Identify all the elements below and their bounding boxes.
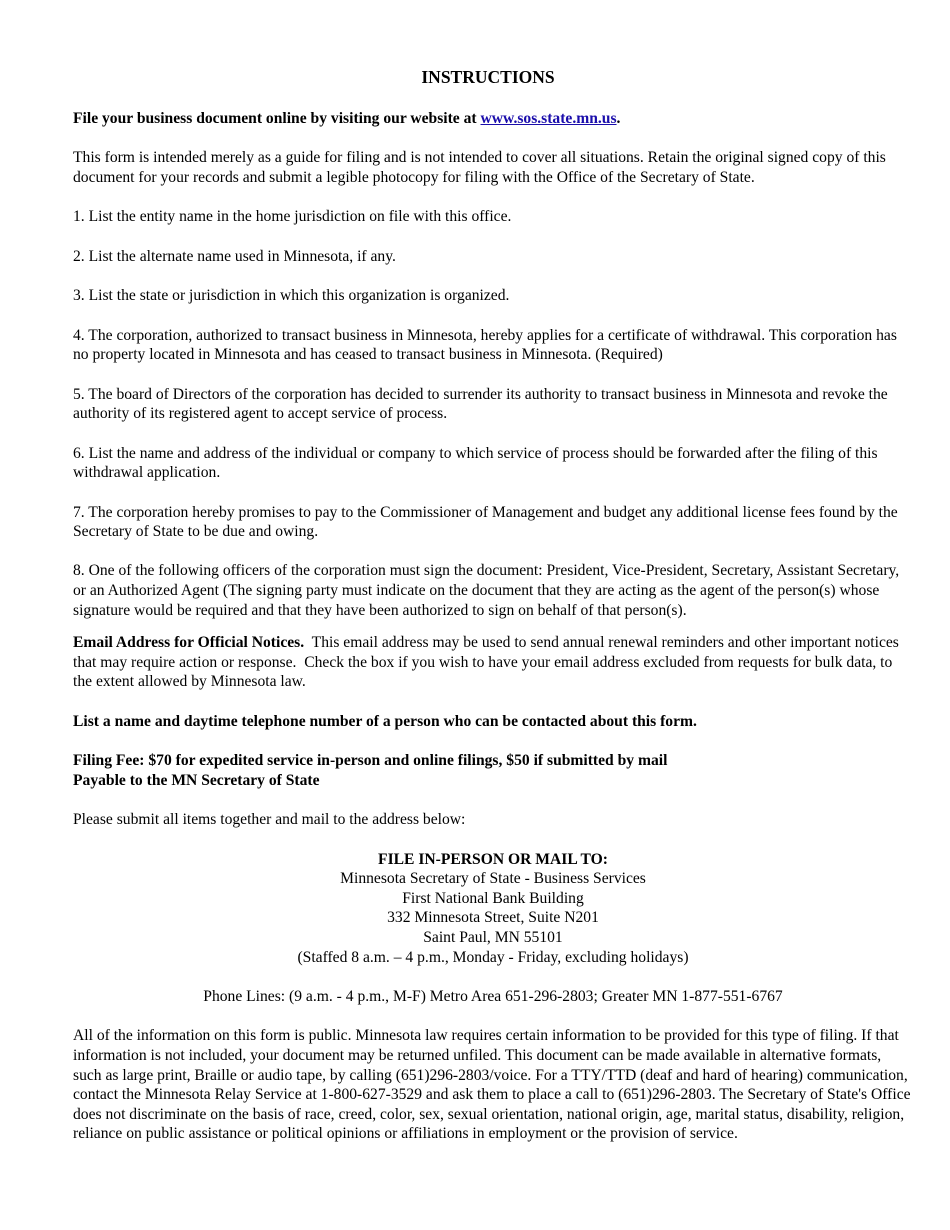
instruction-item-4: 4. The corporation, authorized to transact business in Minnesota, hereby applies for a certificate of withdrawal. This corporation has no property located in Minnesota and has ceased to transact business in Minnesota. (Required) bbox=[73, 326, 897, 364]
online-filing-prefix: File your business document online by visiting our website at bbox=[73, 110, 481, 127]
instruction-item-1: 1. List the entity name in the home jurisdiction on file with this office. bbox=[73, 208, 512, 226]
contact-instruction: List a name and daytime telephone number of a person who can be contacted about this form. bbox=[73, 712, 697, 730]
submit-instruction: Please submit all items together and mail to the address below: bbox=[73, 811, 466, 829]
instruction-item-2: 2. List the alternate name used in Minnesota, if any. bbox=[73, 247, 396, 265]
email-notice-text: This email address may be used to send annual renewal reminders and other important notices that may require action or response. Check the box if you wish to have your email address excluded from requests for bulk data, to the extent allowed by Minnesota law. bbox=[73, 634, 903, 691]
email-notice-label: Email Address for Official Notices. bbox=[73, 634, 305, 652]
instruction-item-5: 5. The board of Directors of the corporation has decided to surrender its authority to transact business in Minnesota and revoke the authority of its registered agent to accept service of process. bbox=[73, 385, 888, 423]
online-filing-note bbox=[73, 109, 913, 129]
instruction-item-8: 8. One of the following officers of the corporation must sign the document: President, Vice-President, Secretary, Assistant Secretary, or an Authorized Agent (The signing party must indicate on the document that they are acting as the agent of the person(s) whose signature would be required and that they have been authorized to sign on behalf of that person(s). bbox=[73, 562, 900, 619]
filing-fee bbox=[73, 751, 913, 790]
address-line-4: Saint Paul, MN 55101 bbox=[423, 928, 563, 946]
public-notice: All of the information on this form is public. Minnesota law requires certain information to be provided for this type of filing. If that information is not included, your document may be returned unfiled. This document can be made available in alternative formats, such as large print, Braille or audio tape, by calling (651)296-2803/voice. For a TTY/TTD (deaf and hard of hearing) communication, contact the Minnesota Relay Service at 1-800-627-3529 and ask them to place a call to (651)296-2803. The Secretary of State's Office does not discriminate on the basis of race, creed, color, sex, sexual orientation, national origin, age, marital status, disability, religion, reliance on public assistance or political opinions or affiliations in employment or the provision of service. bbox=[73, 1027, 911, 1143]
address-line-5: (Staffed 8 a.m. – 4 p.m., Monday - Friday, excluding holidays) bbox=[297, 948, 689, 966]
filing-fee-line-2: Payable to the MN Secretary of State bbox=[73, 771, 320, 789]
address-line-1: Minnesota Secretary of State - Business Services bbox=[340, 870, 646, 888]
instruction-item-7: 7. The corporation hereby promises to pay to the Commissioner of Management and budget any additional license fees found by the Secretary of State to be due and owing. bbox=[73, 503, 898, 541]
instruction-item-3: 3. List the state or jurisdiction in which this organization is organized. bbox=[73, 287, 510, 305]
mailing-address bbox=[73, 850, 913, 968]
email-notice bbox=[73, 633, 913, 692]
website-link[interactable]: www.sos.state.mn.us bbox=[480, 110, 617, 127]
filing-fee-line-1: Filing Fee: $70 for expedited service in-person and online filings, $50 if submitted by mail bbox=[73, 752, 668, 770]
page-title: INSTRUCTIONS bbox=[421, 67, 555, 87]
address-line-3: 332 Minnesota Street, Suite N201 bbox=[387, 909, 599, 927]
phone-lines: Phone Lines: (9 a.m. - 4 p.m., M-F) Metro Area 651-296-2803; Greater MN 1-877-551-6767 bbox=[203, 987, 783, 1005]
instructions-content bbox=[73, 66, 913, 1164]
address-line-2: First National Bank Building bbox=[402, 889, 584, 907]
intro-paragraph: This form is intended merely as a guide for filing and is not intended to cover all situations. Retain the original signed copy of this document for your records and submit a legible photocopy for filing with the Office of the Secretary of State. bbox=[73, 149, 886, 186]
instruction-item-6: 6. List the name and address of the individual or company to which service of process should be forwarded after the filing of this withdrawal application. bbox=[73, 444, 878, 482]
online-filing-suffix: . bbox=[616, 110, 621, 127]
address-heading: FILE IN-PERSON OR MAIL TO: bbox=[378, 850, 608, 868]
